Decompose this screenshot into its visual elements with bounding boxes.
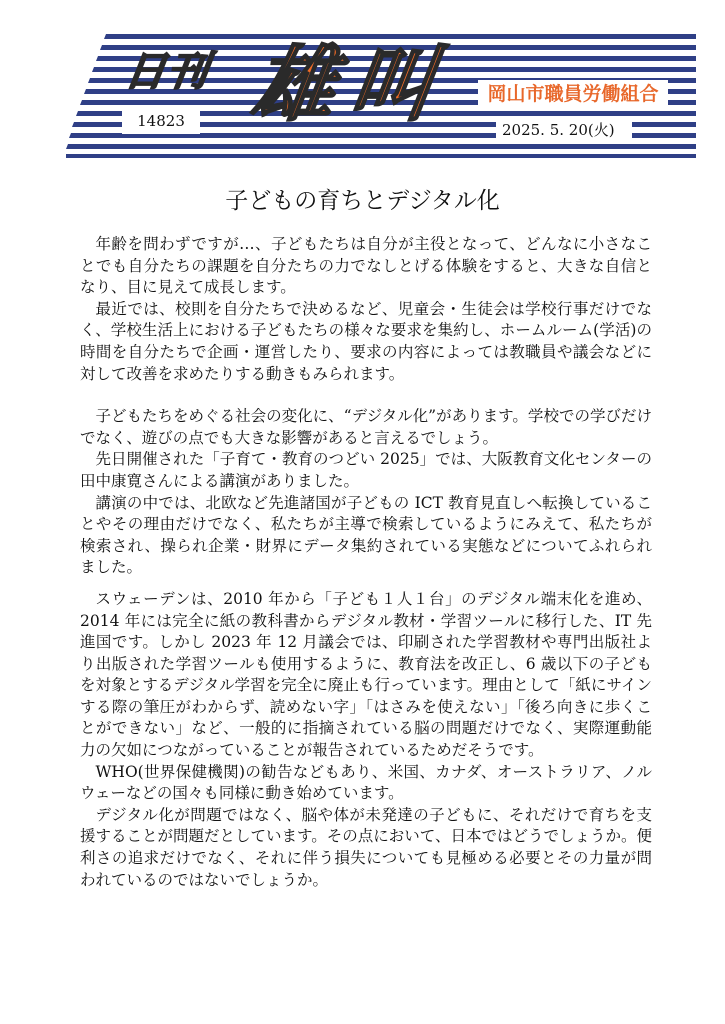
paragraph: 子どもたちをめぐる社会の変化に、“デジタル化”があります。学校での学びだけでなく、遊びの点でも大きな影響があると言えるでしょう。 xyxy=(80,407,652,447)
paragraph: 講演の中では、北欧など先進諸国が子どもの ICT 教育見直しへ転換していることやその理由だけでなく、私たちが主導で検索しているようにみえて、私たちが検索され、操られ企業・財界にデータ集約されている実態などについてふれられました。 xyxy=(80,493,652,577)
paragraph: WHO(世界保健機関)の勧告などもあり、米国、カナダ、オーストラリア、ノルウェーなどの国々も同様に動き始めています。 xyxy=(80,762,652,803)
paragraph: 最近では、校則を自分たちで決めるなど、児童会・生徒会は学校行事だけでなく、学校生活上における子どもたちの様々な要求を集約し、ホームルーム(学活)の時間を自分たちで企画・運営したり、要求の内容によっては教職員や議会などに対して改善を求めたりする動きもみられます。 xyxy=(80,299,652,383)
paragraph-gap xyxy=(80,385,652,406)
issue-number: 14823 xyxy=(122,108,200,134)
paragraph-gap xyxy=(80,579,652,589)
paragraph: 年齢を問わずですが…、子どもたちは自分が主役となって、どんなに小さなことでも自分たちの課題を自分たちの力でなしとげる体験をすると、大きな自信となり、目に見えて成長します。 xyxy=(80,235,652,297)
organization-name: 岡山市職員労働組合 xyxy=(478,80,668,108)
paragraph: 先日開催された「子育て・教育のつどい 2025」では、大阪教育文化センターの田中康寛さんによる講演がありました。 xyxy=(80,450,652,490)
masthead-logo-big: 雄叫 xyxy=(246,38,456,133)
article-body xyxy=(80,234,652,891)
masthead-logo-small: 日刊 xyxy=(122,49,213,95)
issue-date: 2025. 5. 20(火) xyxy=(496,118,632,142)
article-title: 子どもの育ちとデジタル化 xyxy=(225,188,500,214)
paragraph: デジタル化が問題ではなく、脳や体が未発達の子どもに、それだけで育ちを支援することが問題だとしています。その点において、日本ではどうでしょうか。便利さの追求だけでなく、それに伴う損失についても見極める必要とその力量が問われているのではないでしょうか。 xyxy=(80,805,652,889)
paragraph: スウェーデンは、2010 年から「子ども１人１台」のデジタル端末化を進め、2014 年には完全に紙の教科書からデジタル教材・学習ツールに移行した、IT 先進国です。しかし 2023 年 12 月議会では、印刷された学習教材や専門出版社より出版された学習ツールも使用するように、教育法を改正し、6 歳以下の子どもを対象とするデジタル学習を完全に廃止も行っています。理由として「紙にサインする際の筆圧がわからず、読めない字」「はさみを使えない」「後ろ向きに歩くことができない」など、一般的に指摘されている脳の問題だけでなく、実際運動能力の欠如につながっていることが報告されているためだそうです。 xyxy=(80,589,652,760)
